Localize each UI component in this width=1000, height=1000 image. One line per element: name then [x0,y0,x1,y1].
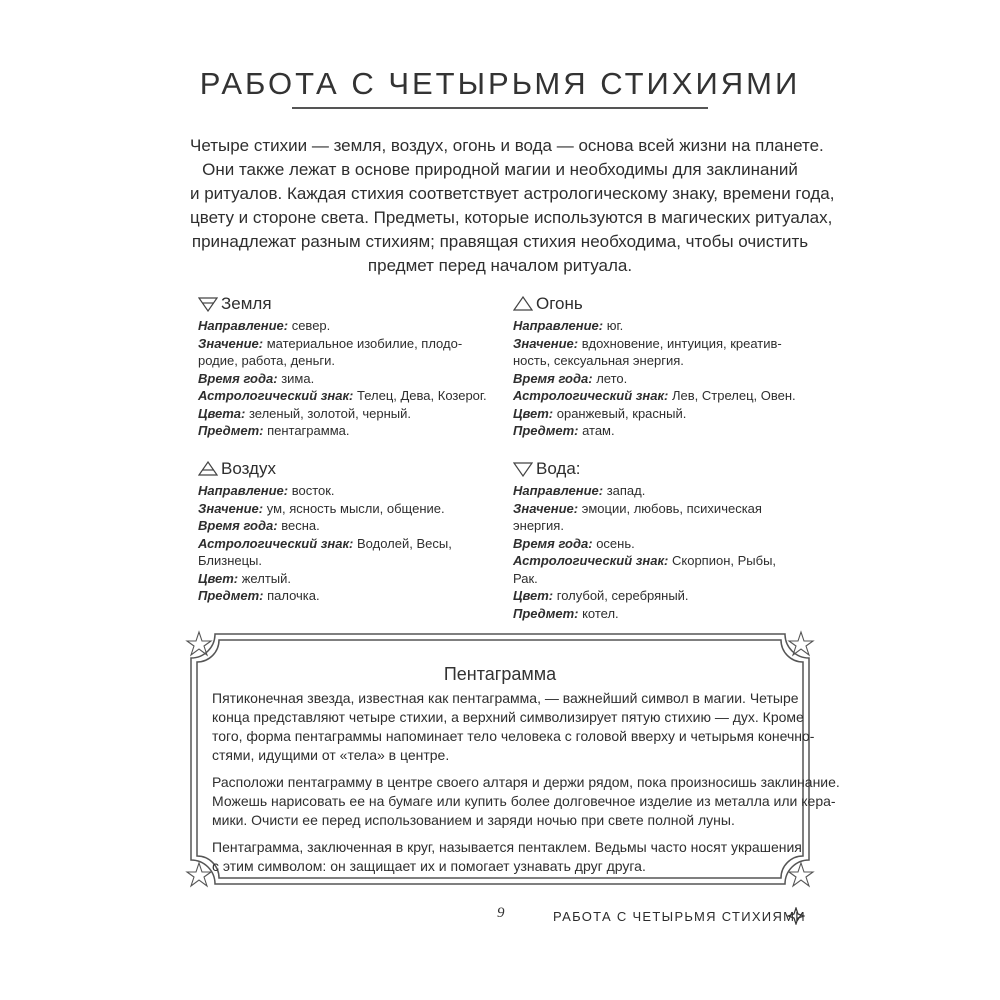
box-paragraph [212,773,840,830]
field-label: Направление: [198,318,289,333]
field-label: Время года: [198,370,278,386]
element-name: Воздух [221,459,276,479]
field-label: Значение: [198,500,264,516]
field-label: Направление: [513,483,604,498]
field-value: голубой, серебряный. [553,588,689,603]
box-line: конца представляют четыре стихии, а верхний символизирует пятую стихию — дух. Кроме [212,709,804,725]
element-name: Огонь [536,294,583,314]
field-value: палочка. [263,588,320,603]
intro-line: и ритуалов. Каждая стихия соответствует астрологическому знаку, времени года, [190,184,835,203]
box-paragraph [212,838,802,876]
field-label: Значение: [513,335,579,351]
field-label: Значение: [513,500,579,516]
field-value: восток. [288,483,335,498]
field-value: Рак. [513,570,538,586]
field-value: эмоции, любовь, психическая [578,500,762,516]
field-value: родие, работа, деньги. [198,353,335,368]
field-value: юг. [603,318,624,333]
box-line: стями, идущими от «тела» в центре. [212,747,450,763]
element-air [198,457,498,605]
air-symbol-icon [198,461,218,477]
field-value: вдохновение, интуиция, креатив- [578,335,782,351]
element-fire [513,292,813,440]
intro-line: Четыре стихии — земля, воздух, огонь и вода — основа всей жизни на планете. [190,136,824,155]
field-value: Скорпион, Рыбы, [668,553,777,568]
field-label: Цвет: [513,588,554,603]
element-heading [198,457,498,481]
intro-line: цвету и стороне света. Предметы, которые используются в магических ритуалах, [190,208,833,227]
field-value: Лев, Стрелец, Овен. [668,388,796,403]
box-line: того, форма пентаграммы напоминает тело человека с головой вверху и четырьмя конечно- [212,728,815,744]
field-value: север. [288,318,331,333]
field-value: Близнецы. [198,553,263,568]
field-value: лето. [592,370,628,386]
running-title: РАБОТА С ЧЕТЫРЬМЯ СТИХИЯМИ [553,909,806,924]
field-value: Водолей, Весы, [353,535,452,551]
field-label: Цвет: [198,570,239,586]
field-value: котел. [578,605,619,621]
field-label: Астрологический знак: [198,535,354,551]
field-label: Время года: [513,535,593,551]
field-value: зима. [277,370,315,386]
field-value: оранжевый, красный. [553,405,687,421]
page-number: 9 [497,905,505,921]
element-name: Вода: [536,459,581,479]
field-label: Астрологический знак: [513,553,669,568]
intro-paragraph [190,134,835,278]
field-value: желтый. [238,570,291,586]
box-line: Пентаграмма, заключенная в круг, называется пентаклем. Ведьмы часто носят украшения [212,839,802,855]
fire-symbol-icon [513,296,533,312]
box-line: Можешь нарисовать ее на бумаге или купить более долговечное изделие из металла или кера- [212,793,836,809]
field-label: Предмет: [513,605,579,621]
field-value: пентаграмма. [263,423,350,438]
element-heading [513,292,813,316]
earth-symbol-icon [198,296,218,312]
field-value: атам. [578,423,615,438]
intro-line: принадлежат разным стихиям; правящая стихия необходима, чтобы очистить [191,232,809,251]
box-line: с этим символом: он защищает их и помогает узнавать друг друга. [212,858,646,874]
box-title: Пентаграмма [443,664,557,684]
field-value: осень. [592,535,635,551]
intro-line: предмет перед началом ритуала. [367,256,633,275]
element-name: Земля [221,294,272,314]
four-point-star-icon [787,907,805,925]
box-line: Пятиконечная звезда, известная как пентаграмма, — важнейший символ в магии. Четыре [212,690,799,706]
box-paragraph [212,689,815,765]
element-heading [513,457,813,481]
field-value: материальное изобилие, плодо- [263,335,463,351]
intro-line: Они также лежат в основе природной магии и необходимы для заклинаний [202,160,798,179]
field-value: весна. [277,518,320,533]
field-value: ум, ясность мысли, общение. [263,500,445,516]
field-value: зеленый, золотой, черный. [245,405,411,421]
element-earth [198,292,498,440]
field-value: ность, сексуальная энергия. [513,353,684,368]
field-label: Предмет: [513,423,579,438]
field-label: Предмет: [198,423,264,438]
field-value: запад. [603,483,646,498]
field-label: Направление: [198,483,289,498]
field-label: Астрологический знак: [513,388,669,403]
element-heading [198,292,498,316]
element-water [513,457,813,622]
field-label: Цвета: [198,405,246,421]
field-label: Предмет: [198,588,264,603]
page-title: РАБОТА С ЧЕТЫРЬМЯ СТИХИЯМИ [199,66,801,101]
field-label: Цвет: [513,405,554,421]
field-value: энергия. [513,518,564,533]
field-label: Время года: [513,370,593,386]
box-body [212,689,840,884]
field-value: Телец, Дева, Козерог. [353,388,487,403]
box-line: Расположи пентаграмму в центре своего алтаря и держи рядом, пока произносишь заклинание. [212,774,840,790]
box-line: мики. Очисти ее перед использованием и заряди ночью при свете полной луны. [212,812,735,828]
field-label: Астрологический знак: [198,388,354,403]
title-underline [292,107,708,109]
field-label: Направление: [513,318,604,333]
water-symbol-icon [513,461,533,477]
field-label: Время года: [198,518,278,533]
field-label: Значение: [198,335,264,351]
